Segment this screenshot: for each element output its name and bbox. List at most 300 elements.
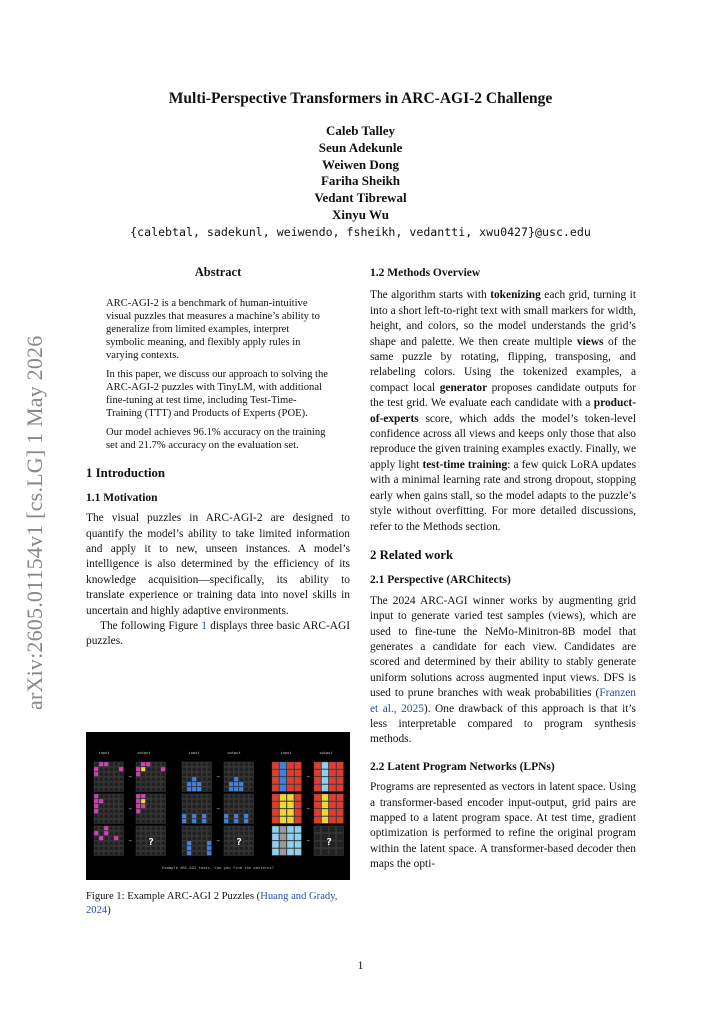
magenta-input-grid-cell	[114, 831, 118, 835]
figure-reference-link[interactable]: 1	[201, 620, 207, 633]
block-input-grid-cell	[295, 762, 302, 769]
bold-term: views	[576, 335, 604, 348]
magenta-input-grid-cell	[104, 819, 108, 823]
page-number: 1	[357, 960, 364, 972]
blue-output-grid-cell	[224, 767, 228, 771]
blue-output-grid-cell	[244, 787, 248, 791]
empty-output-grid-cell	[239, 851, 243, 855]
block-input-grid-cell	[287, 834, 294, 841]
block-output-grid-cell	[314, 770, 321, 777]
blue-input-grid-cell	[182, 819, 186, 823]
magenta-input-grid-cell	[99, 809, 103, 813]
empty-output-grid-cell	[229, 851, 233, 855]
empty-output-grid-cell	[234, 831, 238, 835]
blue-input-grid-cell	[182, 772, 186, 776]
blue-input-grid-cell	[192, 831, 196, 835]
blue-input-grid-cell	[187, 814, 191, 818]
magenta-output-grid-cell	[151, 767, 155, 771]
block-output-grid-cell	[337, 762, 344, 769]
blue-input-grid-cell	[207, 787, 211, 791]
magenta-input-grid-cell	[109, 851, 113, 855]
magenta-input-grid-cell	[94, 777, 98, 781]
magenta-output-grid-cell	[146, 799, 150, 803]
empty-output-grid-cell	[136, 841, 140, 845]
block-input-grid-cell	[287, 770, 294, 777]
magenta-input-grid-cell	[94, 831, 98, 835]
block-input-grid-cell	[287, 762, 294, 769]
blue-input-grid-cell	[207, 794, 211, 798]
blue-input-grid-cell	[192, 841, 196, 845]
blue-input-grid-cell	[207, 841, 211, 845]
magenta-output-grid-cell	[141, 819, 145, 823]
magenta-output-grid-cell	[161, 794, 165, 798]
blue-output-grid-cell	[239, 782, 243, 786]
empty-output-grid-cell	[244, 826, 248, 830]
blue-input-grid-cell	[202, 804, 206, 808]
blue-output-grid-cell	[229, 777, 233, 781]
magenta-input-grid-cell	[99, 819, 103, 823]
empty-output-grid-cell	[136, 831, 140, 835]
blue-input-grid-cell	[192, 777, 196, 781]
blue-input-grid-cell	[197, 846, 201, 850]
magenta-input-grid-cell	[94, 836, 98, 840]
blue-output-grid-cell	[224, 804, 228, 808]
panel-header-label: output	[137, 751, 151, 755]
blue-output-grid-cell	[234, 814, 238, 818]
block-input-grid-cell	[280, 785, 287, 792]
blue-input-grid-cell	[187, 767, 191, 771]
magenta-output-grid-cell	[146, 787, 150, 791]
magenta-output-grid-cell	[141, 794, 145, 798]
block-output-grid-cell	[314, 785, 321, 792]
blue-input-grid-cell	[182, 841, 186, 845]
empty-output-grid-cell	[229, 841, 233, 845]
blue-output-grid-cell	[234, 799, 238, 803]
magenta-input-grid-cell	[109, 787, 113, 791]
author-name: Xinyu Wu	[332, 206, 389, 222]
blue-input-grid-cell	[187, 799, 191, 803]
empty-output-grid-cell	[156, 841, 160, 845]
magenta-input-grid-cell	[99, 777, 103, 781]
block-output-grid-cell	[314, 817, 321, 824]
magenta-output-grid-cell	[136, 809, 140, 813]
blue-output-grid-cell	[224, 799, 228, 803]
magenta-input-grid-cell	[94, 826, 98, 830]
blue-input-grid-cell	[197, 814, 201, 818]
block-input-grid-cell	[280, 762, 287, 769]
block-input-grid-cell	[280, 770, 287, 777]
empty-output-grid-cell	[229, 826, 233, 830]
magenta-output-grid-cell	[156, 809, 160, 813]
empty-output-grid-cell	[156, 831, 160, 835]
empty-output-grid-cell	[239, 826, 243, 830]
block-output-grid-cell	[329, 809, 336, 816]
blue-input-grid-cell	[192, 794, 196, 798]
body-text: proposes candidate outputs for the test grid. We evaluate each candidate with a	[370, 381, 636, 410]
blue-output-grid-cell	[239, 787, 243, 791]
blue-output-grid-cell	[239, 762, 243, 766]
blue-input-grid-cell	[197, 809, 201, 813]
author-name: Caleb Talley	[326, 123, 395, 138]
blue-output-grid-cell	[249, 809, 253, 813]
caption-citation-link[interactable]: Huang and Grady, 2024	[86, 891, 338, 916]
empty-output-grid-cell	[229, 836, 233, 840]
blue-input-grid-cell	[182, 799, 186, 803]
blue-input-grid-cell	[192, 846, 196, 850]
magenta-input-grid-cell	[114, 777, 118, 781]
magenta-input-grid-cell	[94, 809, 98, 813]
blue-output-grid-cell	[224, 819, 228, 823]
magenta-input-grid-cell	[104, 777, 108, 781]
magenta-output-grid-cell	[151, 772, 155, 776]
body-text: of the same puzzle by rotating, flipping, transposing, and relabeling colors. Using the tokenized examples, a compact local	[370, 335, 636, 394]
blue-output-grid-cell	[239, 772, 243, 776]
magenta-input-grid-cell	[104, 799, 108, 803]
magenta-input-grid-cell	[99, 804, 103, 808]
blue-input-grid-cell	[182, 809, 186, 813]
question-mark-icon: ?	[147, 837, 155, 848]
magenta-output-grid-cell	[156, 799, 160, 803]
magenta-output-grid-cell	[151, 819, 155, 823]
arrow-icon: →	[306, 838, 310, 844]
magenta-input-grid-cell	[94, 841, 98, 845]
blue-input-grid-cell	[202, 772, 206, 776]
blue-input-grid-cell	[192, 851, 196, 855]
blue-output-grid-cell	[234, 767, 238, 771]
block-output-grid-cell	[337, 770, 344, 777]
blue-input-grid-cell	[187, 787, 191, 791]
block-input-grid-cell	[272, 841, 279, 848]
blue-input-grid-cell	[187, 772, 191, 776]
blue-input-grid-cell	[182, 814, 186, 818]
block-input-grid-cell	[287, 817, 294, 824]
magenta-input-grid-cell	[114, 782, 118, 786]
blue-input-grid-cell	[192, 804, 196, 808]
author-name: Weiwen Dong	[322, 156, 399, 172]
body-text: score, which adds the model’s token-level confidence across all views and keeps only those that also reproduce the given training examples exactly. Finally, we apply light	[370, 412, 636, 471]
magenta-input-grid-cell	[104, 762, 108, 766]
blue-input-grid-cell	[202, 767, 206, 771]
magenta-input-grid-cell	[109, 826, 113, 830]
magenta-output-grid-cell	[161, 777, 165, 781]
empty-output-grid-cell	[224, 851, 228, 855]
empty-output-grid-cell	[224, 826, 228, 830]
blue-output-grid-cell	[224, 772, 228, 776]
body-paragraph: The visual puzzles in ARC-AGI-2 are designed to quantify the model’s ability to take limited information and apply it to new, unseen instances. A model’s intelligence is also determined by the efficiency of its knowledge acquisition—specifically, its ability to translate experience or training data into novel skills in uncertain and highly adaptive environments.	[86, 512, 350, 617]
abstract-heading: Abstract	[194, 265, 242, 279]
magenta-output-grid-cell	[141, 799, 145, 803]
blue-input-grid-cell	[197, 767, 201, 771]
panel-header-label: output	[319, 751, 333, 755]
blue-output-grid-cell	[234, 782, 238, 786]
body-paragraph	[370, 288, 636, 535]
magenta-input-grid-cell	[104, 836, 108, 840]
block-input-grid-cell	[272, 826, 279, 833]
blue-output-grid-cell	[229, 787, 233, 791]
figure-caption	[86, 890, 350, 918]
blue-output-grid-cell	[249, 762, 253, 766]
magenta-input-grid-cell	[99, 831, 103, 835]
magenta-input-grid-cell	[109, 799, 113, 803]
blue-output-grid-cell	[249, 777, 253, 781]
block-output-grid-cell	[322, 785, 329, 792]
magenta-input-grid-cell	[104, 841, 108, 845]
magenta-input-grid-cell	[114, 772, 118, 776]
blue-input-grid-cell	[187, 841, 191, 845]
magenta-output-grid-cell	[146, 782, 150, 786]
magenta-input-grid-cell	[109, 762, 113, 766]
blue-input-grid-cell	[182, 846, 186, 850]
blue-output-grid-cell	[239, 767, 243, 771]
blue-output-grid-cell	[234, 787, 238, 791]
empty-output-grid-cell	[224, 836, 228, 840]
blue-input-grid-cell	[202, 762, 206, 766]
empty-output-grid-cell	[314, 826, 321, 833]
empty-output-grid-cell	[234, 851, 238, 855]
empty-output-grid-cell	[156, 846, 160, 850]
magenta-output-grid-cell	[161, 819, 165, 823]
block-output-grid-cell	[322, 817, 329, 824]
blue-output-grid-cell	[229, 814, 233, 818]
blue-input-grid-cell	[202, 831, 206, 835]
blue-input-grid-cell	[207, 809, 211, 813]
magenta-input-grid-cell	[109, 819, 113, 823]
empty-output-grid-cell	[146, 851, 150, 855]
blue-input-grid-cell	[197, 851, 201, 855]
magenta-input-grid-cell	[119, 804, 123, 808]
author-name: Fariha Sheikh	[320, 173, 401, 189]
blue-output-grid-cell	[234, 772, 238, 776]
author-emails: {calebtal, sadekunl, weiwendo, fsheikh, vedantti, xwu0427}@usc.edu	[130, 225, 591, 239]
magenta-input-grid-cell	[114, 804, 118, 808]
magenta-input-grid-cell	[119, 846, 123, 850]
subsection-heading-lpn: 2.2 Latent Program Networks (LPNs)	[370, 760, 555, 773]
block-output-grid-cell	[314, 809, 321, 816]
magenta-output-grid-cell	[136, 772, 140, 776]
magenta-input-grid-cell	[114, 841, 118, 845]
magenta-output-grid-cell	[161, 809, 165, 813]
blue-input-grid-cell	[202, 799, 206, 803]
magenta-output-grid-cell	[146, 767, 150, 771]
magenta-output-grid-cell	[141, 814, 145, 818]
block-input-grid-cell	[272, 785, 279, 792]
magenta-output-grid-cell	[156, 767, 160, 771]
blue-input-grid-cell	[197, 831, 201, 835]
magenta-output-grid-cell	[156, 787, 160, 791]
block-input-grid-cell	[295, 794, 302, 801]
blue-output-grid-cell	[234, 809, 238, 813]
empty-output-grid-cell	[314, 849, 321, 856]
magenta-output-grid-cell	[146, 814, 150, 818]
empty-output-grid-cell	[141, 841, 145, 845]
empty-output-grid-cell	[136, 836, 140, 840]
magenta-input-grid-cell	[99, 782, 103, 786]
magenta-input-grid-cell	[119, 777, 123, 781]
magenta-output-grid-cell	[151, 787, 155, 791]
magenta-output-grid-cell	[151, 782, 155, 786]
blue-input-grid-cell	[187, 819, 191, 823]
panel-header-label: input	[188, 751, 200, 755]
block-output-grid-cell	[329, 770, 336, 777]
block-output-grid-cell	[329, 777, 336, 784]
block-output-grid-cell	[337, 794, 344, 801]
blue-input-grid-cell	[197, 836, 201, 840]
arrow-icon: →	[306, 806, 310, 812]
figure-canvas	[86, 732, 350, 880]
block-output-grid-cell	[322, 809, 329, 816]
abstract-paragraph: Our model achieves 96.1% accuracy on the training set and 21.7% accuracy on the evaluation set.	[106, 427, 326, 452]
magenta-input-grid-cell	[94, 787, 98, 791]
empty-output-grid-cell	[249, 831, 253, 835]
blue-input-grid-cell	[197, 799, 201, 803]
magenta-input-grid-cell	[94, 782, 98, 786]
blue-input-grid-cell	[182, 787, 186, 791]
blue-output-grid-cell	[229, 782, 233, 786]
magenta-input-grid-cell	[119, 782, 123, 786]
block-output-grid-cell	[322, 762, 329, 769]
block-input-grid-cell	[295, 802, 302, 809]
block-input-grid-cell	[272, 802, 279, 809]
magenta-input-grid-cell	[119, 826, 123, 830]
blue-input-grid-cell	[202, 851, 206, 855]
magenta-output-grid-cell	[136, 762, 140, 766]
empty-output-grid-cell	[244, 841, 248, 845]
magenta-input-grid-cell	[104, 787, 108, 791]
blue-input-grid-cell	[207, 814, 211, 818]
block-output-grid-cell	[329, 762, 336, 769]
empty-output-grid-cell	[337, 841, 344, 848]
magenta-output-grid-cell	[151, 799, 155, 803]
citation-link[interactable]: Franzen et al., 2025	[370, 687, 636, 715]
magenta-input-grid-cell	[94, 772, 98, 776]
empty-output-grid-cell	[337, 849, 344, 856]
blue-input-grid-cell	[207, 767, 211, 771]
body-text: : a few quick LoRA updates with a minimal learning rate and strong dropout, stopping early when gains stall, so the model adapts to the puzzle’s style without overfitting. For more detailed discussions, refer to the Methods section.	[370, 458, 637, 533]
question-mark-icon: ?	[235, 837, 243, 848]
magenta-input-grid-cell	[94, 762, 98, 766]
blue-output-grid-cell	[249, 804, 253, 808]
blue-input-grid-cell	[182, 831, 186, 835]
blue-output-grid-cell	[249, 799, 253, 803]
magenta-input-grid-cell	[104, 804, 108, 808]
magenta-output-grid-cell	[136, 819, 140, 823]
bold-term: product-of-experts	[370, 397, 636, 425]
magenta-output-grid-cell	[146, 772, 150, 776]
body-paragraph	[86, 619, 350, 650]
empty-output-grid-cell	[161, 841, 165, 845]
empty-output-grid-cell	[146, 831, 150, 835]
magenta-input-grid-cell	[114, 819, 118, 823]
magenta-input-grid-cell	[104, 846, 108, 850]
magenta-input-grid-cell	[114, 794, 118, 798]
magenta-input-grid-cell	[104, 772, 108, 776]
magenta-input-grid-cell	[94, 799, 98, 803]
magenta-output-grid-cell	[161, 782, 165, 786]
blue-output-grid-cell	[229, 762, 233, 766]
magenta-output-grid-cell	[156, 782, 160, 786]
block-input-grid-cell	[280, 841, 287, 848]
block-input-grid-cell	[272, 809, 279, 816]
blue-input-grid-cell	[192, 767, 196, 771]
empty-output-grid-cell	[249, 851, 253, 855]
blue-input-grid-cell	[182, 836, 186, 840]
blue-output-grid-cell	[229, 767, 233, 771]
magenta-input-grid-cell	[119, 799, 123, 803]
magenta-input-grid-cell	[99, 767, 103, 771]
body-paragraph	[370, 594, 636, 748]
empty-output-grid-cell	[141, 846, 145, 850]
blue-input-grid-cell	[202, 794, 206, 798]
block-input-grid-cell	[295, 777, 302, 784]
empty-output-grid-cell	[234, 826, 238, 830]
blue-output-grid-cell	[249, 782, 253, 786]
magenta-input-grid-cell	[104, 809, 108, 813]
subsection-heading-motivation: 1.1 Motivation	[86, 491, 158, 504]
blue-output-grid-cell	[234, 762, 238, 766]
block-output-grid-cell	[314, 802, 321, 809]
block-output-grid-cell	[337, 777, 344, 784]
magenta-output-grid-cell	[151, 762, 155, 766]
blue-output-grid-cell	[249, 794, 253, 798]
empty-output-grid-cell	[161, 846, 165, 850]
blue-output-grid-cell	[244, 799, 248, 803]
block-output-grid-cell	[314, 794, 321, 801]
block-input-grid-cell	[280, 777, 287, 784]
block-input-grid-cell	[272, 777, 279, 784]
blue-output-grid-cell	[244, 804, 248, 808]
blue-output-grid-cell	[239, 819, 243, 823]
blue-output-grid-cell	[244, 767, 248, 771]
blue-input-grid-cell	[197, 826, 201, 830]
magenta-output-grid-cell	[136, 814, 140, 818]
empty-output-grid-cell	[224, 841, 228, 845]
magenta-output-grid-cell	[136, 799, 140, 803]
magenta-output-grid-cell	[141, 809, 145, 813]
left-column	[86, 265, 350, 650]
panel-header-label: input	[98, 751, 110, 755]
magenta-output-grid-cell	[161, 799, 165, 803]
magenta-output-grid-cell	[161, 772, 165, 776]
blue-input-grid-cell	[182, 794, 186, 798]
empty-output-grid-cell	[141, 831, 145, 835]
blue-input-grid-cell	[192, 787, 196, 791]
magenta-output-grid-cell	[151, 804, 155, 808]
blue-input-grid-cell	[207, 782, 211, 786]
blue-output-grid-cell	[239, 814, 243, 818]
blue-input-grid-cell	[192, 799, 196, 803]
empty-output-grid-cell	[314, 834, 321, 841]
blue-input-grid-cell	[207, 777, 211, 781]
magenta-output-grid-cell	[151, 794, 155, 798]
blue-input-grid-cell	[182, 826, 186, 830]
body-text: each grid, turning it into a short left-to-right text with small markers for width, height, and colors, so the model understands the grid’s shape and palette. We then create multiple	[370, 289, 637, 348]
magenta-input-grid-cell	[94, 767, 98, 771]
block-output-grid-cell	[329, 785, 336, 792]
block-output-grid-cell	[322, 777, 329, 784]
bold-term: tokenizing	[490, 289, 541, 302]
blue-input-grid-cell	[207, 762, 211, 766]
magenta-output-grid-cell	[136, 787, 140, 791]
author-name: Vedant Tibrewal	[314, 190, 407, 206]
block-output-grid-cell	[314, 762, 321, 769]
magenta-input-grid-cell	[94, 851, 98, 855]
magenta-output-grid-cell	[161, 767, 165, 771]
magenta-input-grid-cell	[109, 767, 113, 771]
empty-output-grid-cell	[161, 831, 165, 835]
magenta-input-grid-cell	[114, 809, 118, 813]
blue-output-grid-cell	[244, 814, 248, 818]
block-input-grid-cell	[287, 809, 294, 816]
